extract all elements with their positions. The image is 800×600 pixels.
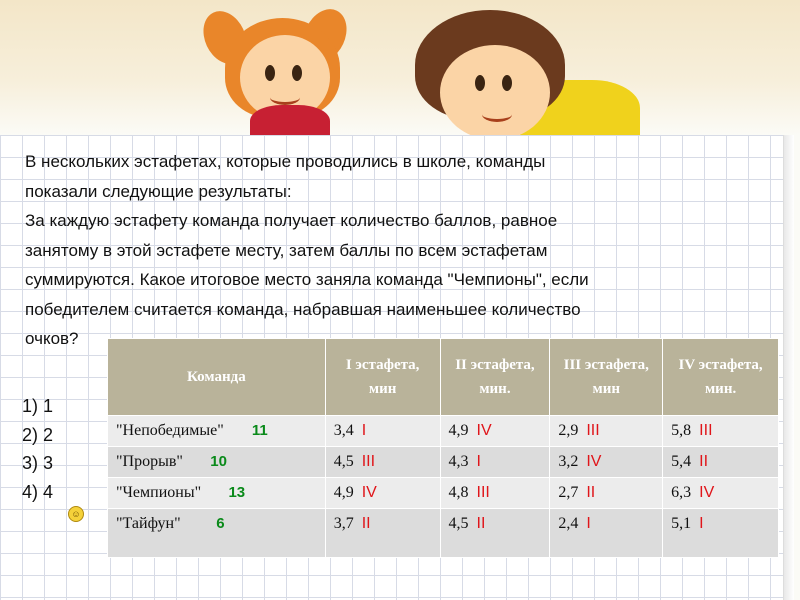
result-place: IV — [699, 484, 715, 501]
result-cell — [663, 478, 779, 509]
result-time: 5,8 — [671, 422, 692, 439]
result-time: 3,4 — [333, 422, 354, 439]
problem-line: победителем считается команда, набравшая наименьшее количество — [25, 299, 581, 319]
result-cell — [325, 509, 440, 558]
girl-smile — [270, 90, 300, 105]
result-time: 3,2 — [558, 453, 579, 470]
result-cell — [325, 478, 440, 509]
result-cell — [325, 416, 440, 447]
result-place: III — [699, 422, 713, 439]
result-cell — [440, 447, 550, 478]
boy-face — [440, 45, 550, 135]
team-name: "Чемпионы" — [116, 484, 202, 501]
result-time: 5,1 — [671, 515, 692, 532]
table-row — [108, 416, 779, 447]
result-cell — [663, 447, 779, 478]
team-points: 6 — [216, 515, 225, 532]
girl-body — [250, 105, 330, 135]
result-cell — [550, 478, 663, 509]
result-time: 2,9 — [558, 422, 579, 439]
result-cell — [550, 447, 663, 478]
page-edge — [783, 135, 794, 600]
problem-line: показали следующие результаты: — [25, 181, 292, 201]
result-place: III — [586, 422, 600, 439]
result-cell — [440, 478, 550, 509]
boy-eye-left — [475, 75, 485, 91]
result-place: I — [476, 453, 481, 470]
result-time: 5,4 — [671, 453, 692, 470]
header-relay-1: I эстафета, мин — [325, 339, 440, 416]
problem-line: За каждую эстафету команда получает количество баллов, равное — [25, 211, 558, 230]
team-points: 11 — [251, 422, 268, 439]
result-cell — [440, 416, 550, 447]
result-cell — [550, 509, 663, 558]
table-header-row — [108, 339, 779, 416]
boy-eye-right — [502, 75, 512, 91]
result-place: II — [361, 515, 371, 532]
team-name: "Тайфун" — [116, 515, 181, 532]
result-time: 4,5 — [333, 453, 354, 470]
result-place: III — [361, 453, 376, 470]
answer-option-4[interactable]: 4) 4 — [22, 481, 54, 502]
result-place: I — [699, 515, 704, 532]
girl-eye-left — [265, 65, 275, 81]
results-table — [107, 338, 779, 558]
header-team: Команда — [108, 339, 326, 416]
problem-line: суммируются. Какое итоговое место заняла команда "Чемпионы", если — [25, 270, 589, 289]
team-name: "Прорыв" — [116, 453, 183, 470]
team-cell — [108, 478, 326, 509]
illustration-banner — [0, 0, 800, 135]
result-cell — [440, 509, 550, 558]
result-place: III — [476, 484, 490, 501]
result-time: 4,9 — [448, 422, 469, 439]
result-cell — [325, 447, 440, 478]
answer-options — [22, 392, 53, 506]
result-place: I — [361, 422, 367, 439]
result-cell — [663, 509, 779, 558]
boy-smile — [482, 107, 512, 122]
smiley-icon: ☺ — [68, 506, 84, 522]
result-place: I — [586, 515, 591, 532]
result-place: IV — [476, 422, 492, 439]
result-cell — [663, 416, 779, 447]
problem-text — [25, 147, 725, 354]
problem-line: В нескольких эстафетах, которые проводились в школе, команды — [25, 152, 546, 171]
answer-option-2[interactable]: 2) 2 — [22, 424, 54, 445]
answer-option-3[interactable]: 3) 3 — [22, 453, 54, 473]
header-relay-3: III эстафета, мин — [550, 339, 663, 416]
result-time: 4,5 — [448, 515, 469, 532]
result-time: 2,4 — [558, 515, 579, 532]
answer-option-1[interactable]: 1) 1 — [22, 396, 54, 416]
result-time: 2,7 — [558, 484, 579, 501]
team-cell — [108, 416, 326, 447]
team-cell — [108, 509, 326, 558]
header-relay-2: II эстафета, мин. — [440, 339, 550, 416]
result-place: IV — [586, 453, 602, 470]
result-cell — [550, 416, 663, 447]
table-row — [108, 478, 779, 509]
result-place: IV — [361, 484, 377, 501]
result-place: II — [476, 515, 486, 532]
team-cell — [108, 447, 326, 478]
result-time: 4,3 — [448, 453, 469, 470]
team-name: "Непобедимые" — [116, 422, 224, 439]
result-time: 6,3 — [671, 484, 692, 501]
problem-line: занятому в этой эстафете месту, затем баллы по всем эстафетам — [25, 240, 548, 260]
table-row — [108, 509, 779, 558]
result-time: 4,8 — [448, 484, 469, 501]
team-points: 10 — [210, 453, 227, 470]
result-time: 3,7 — [333, 515, 354, 532]
girl-eye-right — [292, 65, 302, 81]
table-row — [108, 447, 779, 478]
result-place: II — [699, 453, 709, 470]
result-time: 4,9 — [333, 484, 354, 501]
problem-line: очков? — [25, 329, 79, 348]
header-relay-4: IV эстафета, мин. — [663, 339, 779, 416]
team-points: 13 — [228, 484, 246, 501]
result-place: II — [586, 484, 596, 501]
